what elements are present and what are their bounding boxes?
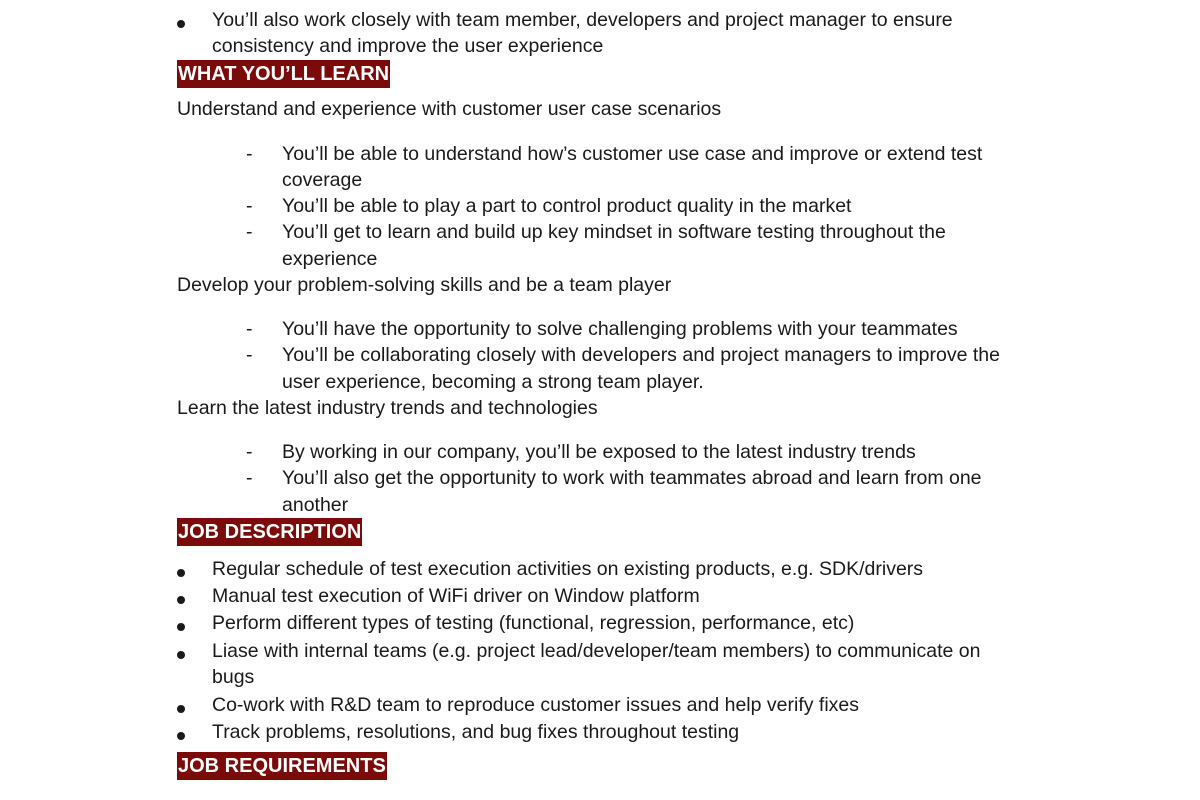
learn-item-text: You’ll get to learn and build up key mindset in software testing throughout the xyxy=(282,221,946,243)
bullet-text: You’ll also work closely with team member, developers and project manager to ensure xyxy=(212,9,953,31)
learn-group-title: Learn the latest industry trends and technologies xyxy=(177,397,598,419)
bullet-marker xyxy=(177,558,185,585)
dash-marker: - xyxy=(246,344,253,366)
job-description-item: Manual test execution of WiFi driver on Window platform xyxy=(212,585,700,607)
section-heading-job-requirements: JOB REQUIREMENTS xyxy=(177,752,387,780)
dash-marker: - xyxy=(246,143,253,165)
bullet-marker xyxy=(177,9,185,36)
job-description-item-continued: bugs xyxy=(212,666,255,688)
learn-item-text: You’ll be collaborating closely with developers and project managers to improve the xyxy=(282,344,1000,366)
bullet-marker xyxy=(177,721,185,748)
dash-marker: - xyxy=(246,441,253,463)
bullet-marker xyxy=(177,585,185,612)
learn-item-text: You’ll be able to play a part to control product quality in the market xyxy=(282,195,852,217)
dash-marker: - xyxy=(246,221,253,243)
learn-item-text-continued: experience xyxy=(282,248,378,270)
learn-group-title: Understand and experience with customer user case scenarios xyxy=(177,98,722,120)
section-heading-job-description: JOB DESCRIPTION xyxy=(177,518,362,546)
job-description-item: Liase with internal teams (e.g. project lead/developer/team members) to communicate on xyxy=(212,640,981,662)
dash-marker: - xyxy=(246,467,253,489)
section-heading-what-youll-learn: WHAT YOU’LL LEARN xyxy=(177,60,390,88)
job-description-item: Track problems, resolutions, and bug fixes throughout testing xyxy=(212,721,740,743)
learn-item-text-continued: another xyxy=(282,494,349,516)
job-description-item: Co-work with R&D team to reproduce customer issues and help verify fixes xyxy=(212,694,860,716)
dash-marker: - xyxy=(246,318,253,340)
bullet-marker xyxy=(177,640,185,667)
learn-group-title: Develop your problem-solving skills and be a team player xyxy=(177,274,672,296)
job-description-item: Perform different types of testing (functional, regression, performance, etc) xyxy=(212,612,855,634)
learn-item-text: You’ll have the opportunity to solve challenging problems with your teammates xyxy=(282,318,958,340)
bullet-text-continued: consistency and improve the user experience xyxy=(212,35,604,57)
learn-item-text-continued: user experience, becoming a strong team player. xyxy=(282,371,704,393)
dash-marker: - xyxy=(246,195,253,217)
learn-item-text-continued: coverage xyxy=(282,169,363,191)
bullet-marker xyxy=(177,694,185,721)
job-description-item: Regular schedule of test execution activities on existing products, e.g. SDK/drivers xyxy=(212,558,924,580)
learn-item-text: By working in our company, you’ll be exposed to the latest industry trends xyxy=(282,441,916,463)
bullet-marker xyxy=(177,612,185,639)
learn-item-text: You’ll also get the opportunity to work with teammates abroad and learn from one xyxy=(282,467,982,489)
learn-item-text: You’ll be able to understand how’s customer use case and improve or extend test xyxy=(282,143,983,165)
